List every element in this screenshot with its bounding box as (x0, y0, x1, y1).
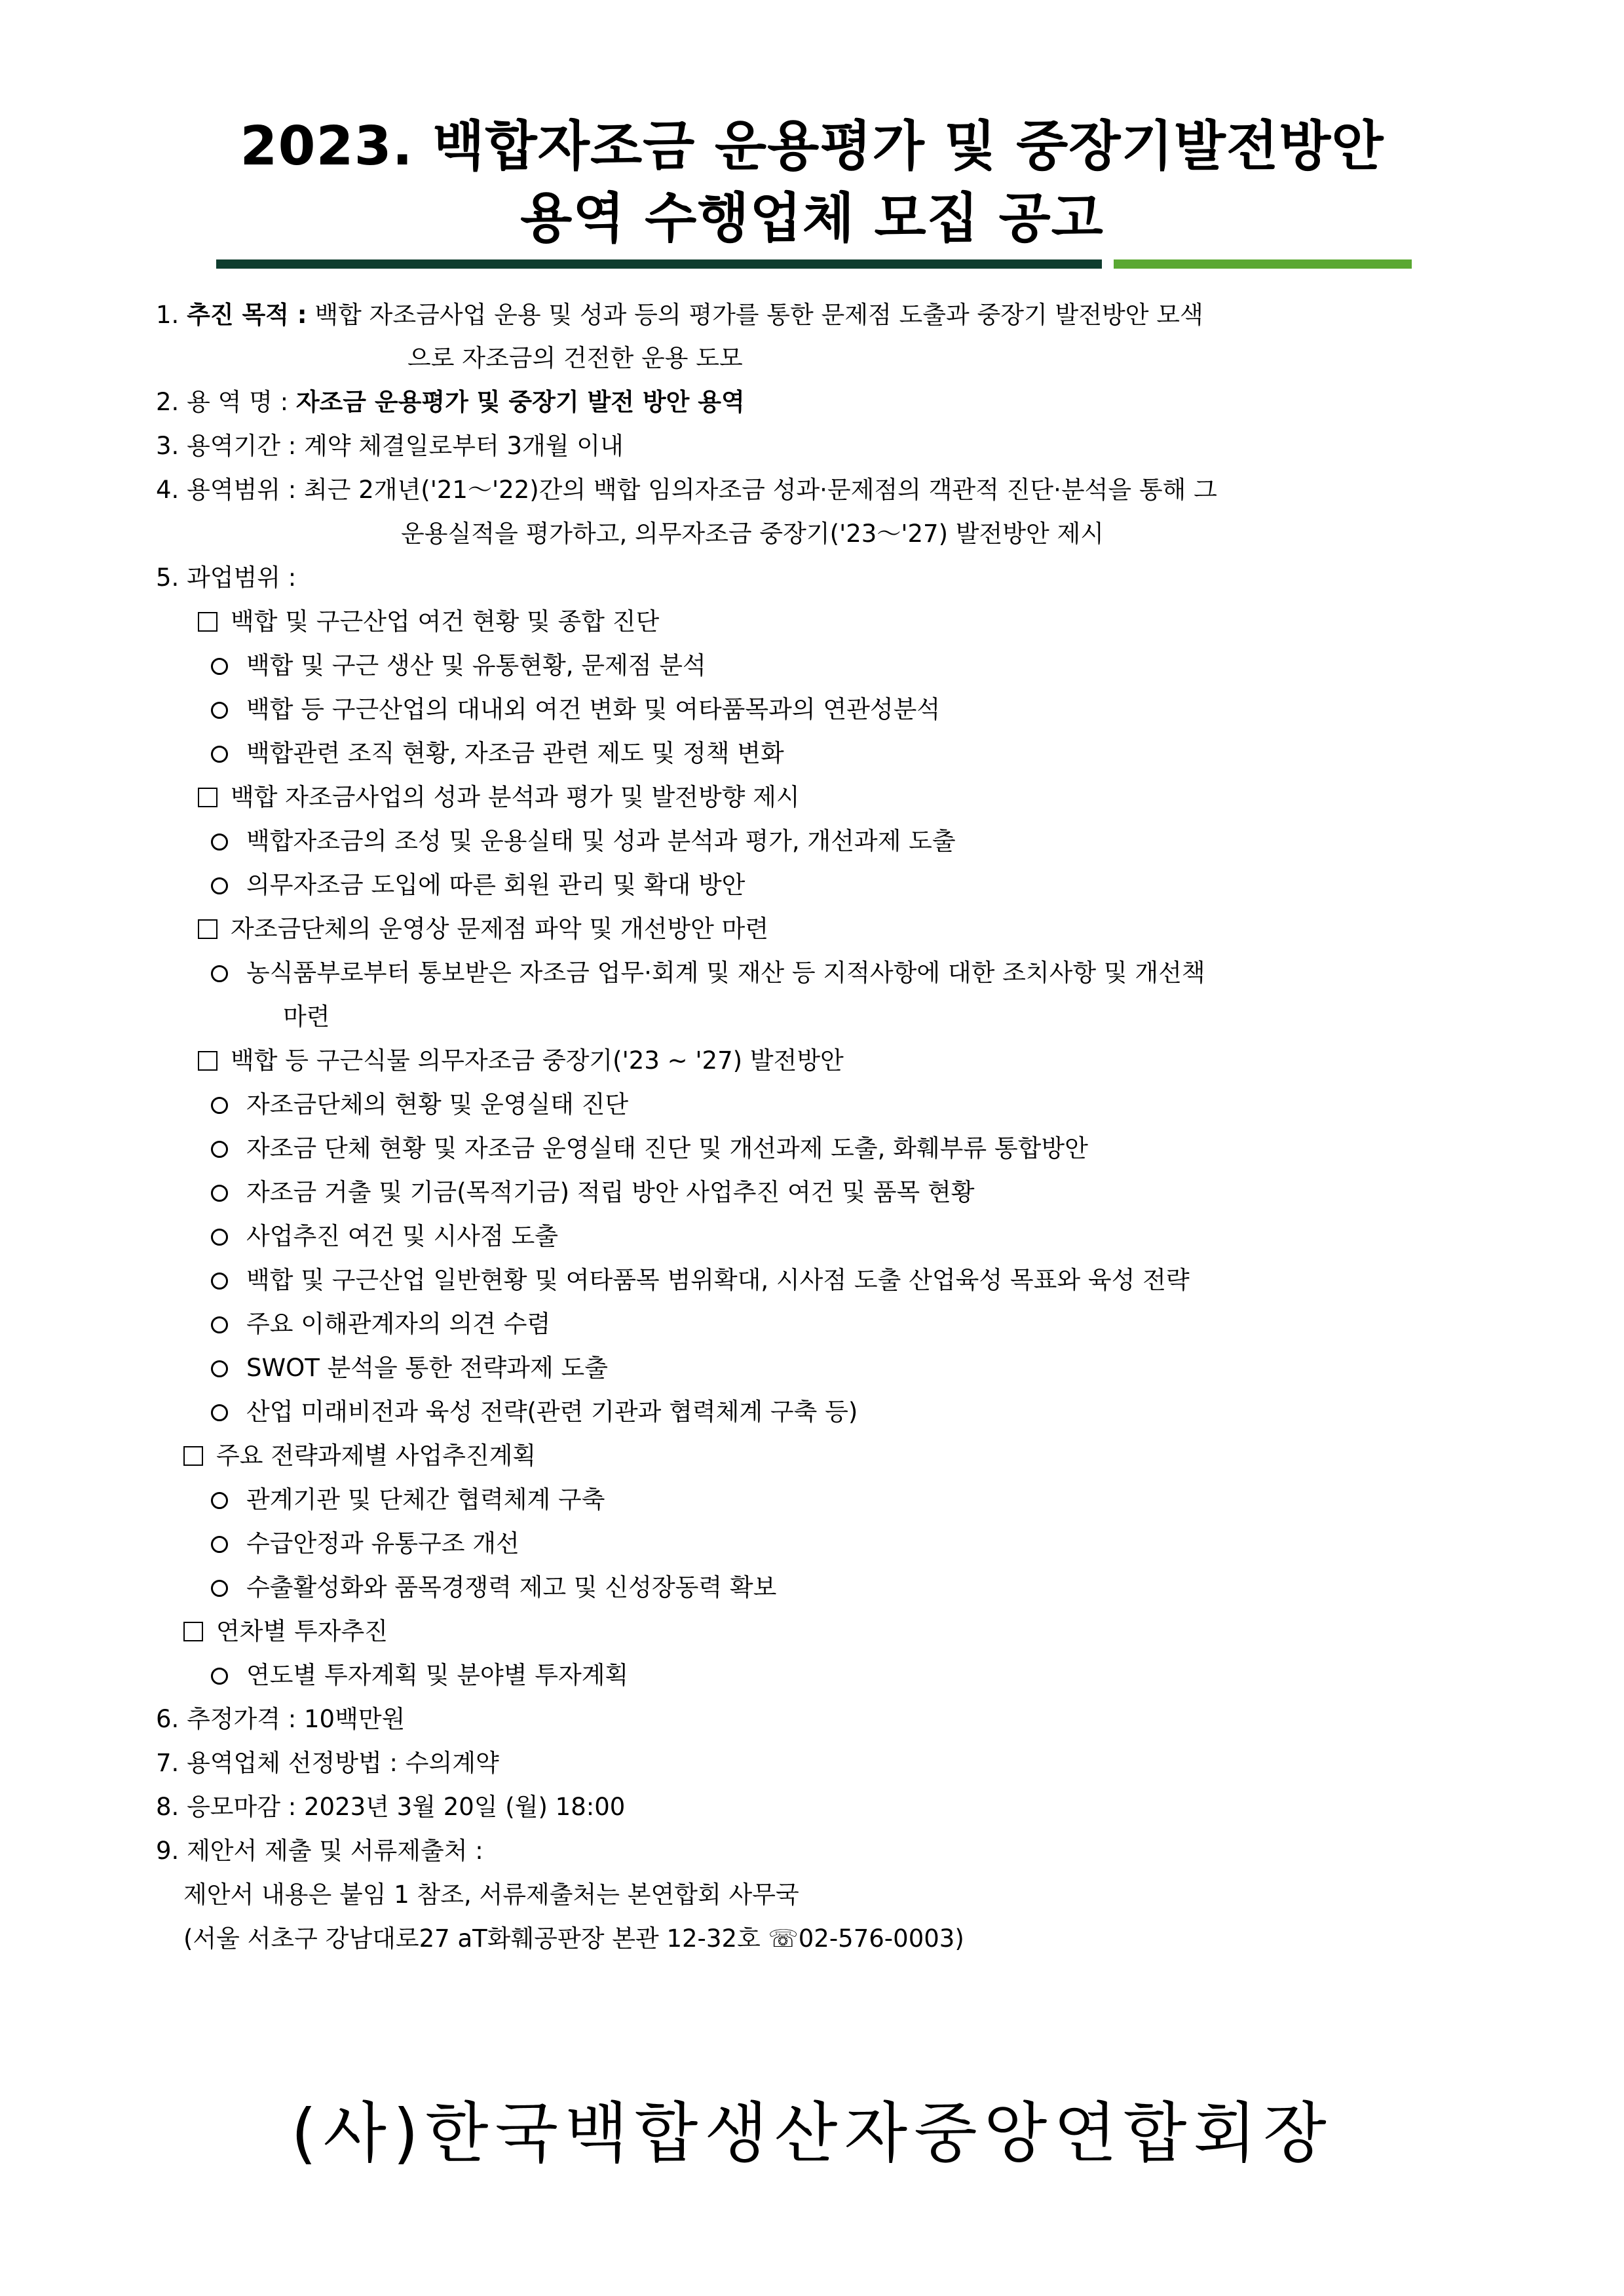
list-item: 산업 미래비전과 육성 전략(관련 기관과 협력체계 구축 등) (211, 1397, 858, 1427)
checkbox-square-icon (183, 1622, 203, 1641)
item-9-address: (서울 서초구 강남대로27 aT화훼공판장 본관 12-32호 ☏02-576-0003) (183, 1924, 964, 1953)
page-title-line-2: 용역 수행업체 모집 공고 (520, 187, 1104, 250)
circle-bullet-icon (211, 1272, 228, 1290)
circle-bullet-icon (211, 1316, 228, 1333)
list-item: 백합 등 구근산업의 대내외 여건 변화 및 여타품목과의 연관성분석 (211, 695, 940, 725)
list-item: 자조금 단체 현황 및 자조금 운영실태 진단 및 개선과제 도출, 화훼부류 통합방안 (211, 1134, 1088, 1164)
list-item: 의무자조금 도입에 따른 회원 관리 및 확대 방안 (211, 870, 745, 900)
item-4: 4. 용역범위 : 최근 2개년('21～'22)간의 백합 임의자조금 성과·문제점의 객관적 진단·분석을 통해 그 (156, 476, 1217, 504)
list-item: 백합 및 구근 생산 및 유통현황, 문제점 분석 (211, 651, 706, 681)
circle-bullet-icon (211, 965, 228, 982)
section-heading: 백합 등 구근식물 의무자조금 중장기('23 ~ '27) 발전방안 (198, 1046, 844, 1076)
circle-bullet-icon (211, 1536, 228, 1553)
list-item: 백합자조금의 조성 및 운용실태 및 성과 분석과 평가, 개선과제 도출 (211, 826, 956, 856)
checkbox-square-icon (198, 788, 217, 807)
item-6: 6. 추정가격 : 10백만원 (156, 1705, 406, 1733)
item-9: 9. 제안서 제출 및 서류제출처 : (156, 1837, 483, 1865)
list-item: 백합 및 구근산업 일반현황 및 여타품목 범위확대, 시사점 도출 산업육성 목표와 육성 전략 (211, 1265, 1190, 1295)
circle-bullet-icon (211, 1141, 228, 1158)
circle-bullet-icon (211, 877, 228, 894)
list-item: SWOT 분석을 통한 전략과제 도출 (211, 1353, 608, 1383)
circle-bullet-icon (211, 746, 228, 763)
circle-bullet-icon (211, 1185, 228, 1202)
list-item: 자조금 거출 및 기금(목적기금) 적립 방안 사업추진 여건 및 품목 현황 (211, 1177, 975, 1208)
item-4-continued: 운용실적을 평가하고, 의무자조금 중장기('23～'27) 발전방안 제시 (401, 520, 1105, 548)
checkbox-square-icon (198, 919, 217, 939)
section-heading: 주요 전략과제별 사업추진계획 (183, 1441, 536, 1471)
list-item: 연도별 투자계획 및 분야별 투자계획 (211, 1660, 628, 1691)
list-item: 농식품부로부터 통보받은 자조금 업무·회계 및 재산 등 지적사항에 대한 조치사항 및 개선책 (211, 958, 1205, 988)
checkbox-square-icon (198, 612, 217, 632)
circle-bullet-icon (211, 1229, 228, 1246)
page-title-line-1: 2023. 백합자조금 운용평가 및 중장기발전방안 (240, 115, 1384, 178)
circle-bullet-icon (211, 658, 228, 675)
checkbox-square-icon (198, 1051, 217, 1071)
circle-bullet-icon (211, 833, 228, 851)
section-heading: 자조금단체의 운영상 문제점 파악 및 개선방안 마련 (198, 914, 768, 944)
item-2: 2. 용 역 명 : 자조금 운용평가 및 중장기 발전 방안 용역 (156, 388, 745, 416)
divider-light (1114, 259, 1412, 269)
section-heading: 백합 자조금사업의 성과 분석과 평가 및 발전방향 제시 (198, 782, 800, 813)
circle-bullet-icon (211, 1404, 228, 1421)
section-heading: 백합 및 구근산업 여건 현황 및 종합 진단 (198, 607, 659, 637)
list-item: 수급안정과 유통구조 개선 (211, 1529, 519, 1559)
list-item-continued: 마련 (283, 1003, 330, 1031)
item-1: 1. 추진 목적 : 백합 자조금사업 운용 및 성과 등의 평가를 통한 문제점 도출과 중장기 발전방안 모색 (156, 301, 1203, 329)
circle-bullet-icon (211, 1668, 228, 1685)
circle-bullet-icon (211, 1097, 228, 1114)
list-item: 사업추진 여건 및 시사점 도출 (211, 1221, 558, 1252)
section-heading: 연차별 투자추진 (183, 1617, 388, 1647)
list-item: 수출활성화와 품목경쟁력 제고 및 신성장동력 확보 (211, 1573, 776, 1603)
list-item: 백합관련 조직 현황, 자조금 관련 제도 및 정책 변화 (211, 738, 784, 769)
item-7: 7. 용역업체 선정방법 : 수의계약 (156, 1749, 499, 1777)
item-8: 8. 응모마감 : 2023년 3월 20일 (월) 18:00 (156, 1793, 626, 1821)
issuer-signature: (사)한국백합생산자중앙연합회장 (291, 2095, 1333, 2172)
divider-dark (216, 259, 1102, 269)
checkbox-square-icon (183, 1446, 203, 1466)
item-3: 3. 용역기간 : 계약 체결일로부터 3개월 이내 (156, 432, 624, 460)
circle-bullet-icon (211, 1360, 228, 1377)
circle-bullet-icon (211, 702, 228, 719)
circle-bullet-icon (211, 1492, 228, 1509)
list-item: 자조금단체의 현황 및 운영실태 진단 (211, 1090, 628, 1120)
list-item: 주요 이해관계자의 의견 수렴 (211, 1309, 550, 1339)
item-1-continued: 으로 자조금의 건전한 운용 도모 (407, 344, 743, 372)
item-5: 5. 과업범위 : (156, 564, 297, 592)
circle-bullet-icon (211, 1580, 228, 1597)
item-9-detail: 제안서 내용은 붙임 1 참조, 서류제출처는 본연합회 사무국 (183, 1881, 799, 1909)
list-item: 관계기관 및 단체간 협력체계 구축 (211, 1485, 605, 1515)
